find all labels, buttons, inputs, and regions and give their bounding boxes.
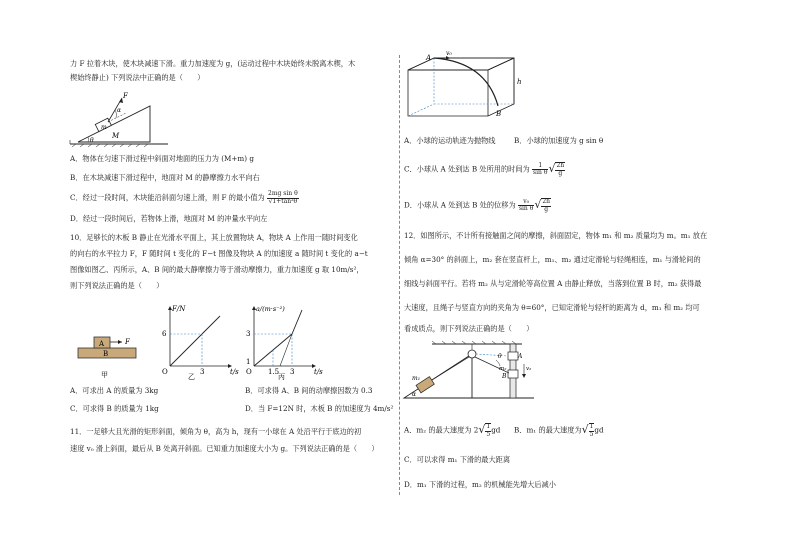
- q12-label-alpha: α: [412, 391, 417, 398]
- q11-option-b-value: g sin θ: [579, 136, 604, 145]
- q10-bing-tick-1-5: 1.5: [268, 368, 280, 376]
- q9-option-c-numerator: 2mg sin θ: [268, 190, 298, 197]
- q10-fig-bing: [242, 302, 322, 380]
- q11-option-d-fraction2: [541, 198, 551, 213]
- q12-option-a-den: 5: [486, 430, 491, 438]
- q10-bing-ylabel: a/(m·s⁻²): [256, 305, 285, 313]
- q12-label-m1: m₁: [412, 375, 421, 382]
- q9-option-a: A．物体在匀速下滑过程中斜面对地面的压力为 (M+m) g: [70, 154, 254, 163]
- q12-option-b-text: B．m₁ 的最大速度为: [514, 425, 582, 435]
- q11-option-c-fraction2: [555, 162, 565, 177]
- q9-option-c: [70, 191, 299, 205]
- q10-yi-tick-3: 3: [200, 368, 205, 376]
- q11-option-c-f1-den: sin θ: [533, 169, 548, 177]
- q12-option-b-num: 1: [589, 423, 594, 430]
- q11-option-c-f2-den: g: [558, 169, 563, 177]
- q11-option-d-f2-den: g: [544, 205, 549, 213]
- q12-option-b: B．m₁ 的最大速度为√ $\frac{1}{5}$ gd: [514, 423, 604, 438]
- q10-bing-tick-3: 3: [246, 330, 251, 338]
- q12-label-m2: m₂: [499, 366, 507, 372]
- q11-option-c-f1-num: 1: [532, 163, 548, 171]
- q10-jia-label-A: A: [99, 340, 105, 348]
- q12-option-a-num: 1: [486, 423, 491, 430]
- q12-option-d: D．m₁ 下滑的过程，m₂ 的机械能先增大后减小: [404, 480, 556, 489]
- q11-option-c-fraction1: [532, 163, 548, 177]
- q10-option-c: C．可求得 B 的质量为 1kg: [70, 404, 159, 413]
- q11-option-b: [514, 136, 603, 146]
- q11-option-a: A．小球的运动轨迹为抛物线: [404, 136, 496, 145]
- q11-label-B: B: [496, 110, 502, 118]
- q10-bing-caption: 丙: [278, 373, 285, 381]
- q11-option-d-f2-num: 2h: [542, 198, 551, 205]
- q11-incline-figure: [404, 50, 524, 124]
- q9-option-c-denominator: √1+tan²θ: [268, 197, 298, 205]
- q10-bing-tick-1: 1: [246, 358, 251, 366]
- q11-option-c-f2-num: 2h: [556, 162, 565, 169]
- q12-option-a-text: A．m₂ 的最大速度为 2: [404, 425, 479, 435]
- q9-label-alpha: α: [117, 107, 122, 114]
- q9-option-b: B．在木块减速下滑过程中，地面对 M 的静摩擦力水平向右: [70, 173, 260, 182]
- q12-option-a-tail: gd: [491, 425, 501, 435]
- q12-option-a: A．m₂ 的最大速度为 2√ $\frac{1}{5}$ gd: [404, 423, 501, 438]
- q12-stem-line1: 12．如图所示，不计所有接触面之间的摩擦，斜面固定，物体 m₁ 和 m₂ 质量均为 m。m₁ 放在: [404, 231, 708, 240]
- q12-stem-line5: 看成质点，则下列说法正确的是（ ）: [404, 324, 534, 333]
- q9-label-m: m: [101, 124, 107, 131]
- q11-label-A: A: [426, 54, 432, 62]
- q10-yi-xlabel: t/s: [230, 368, 239, 376]
- q12-label-A: A: [518, 353, 523, 360]
- q9-label-F: F: [123, 92, 128, 100]
- q9-option-c-text: C．经过一段时间，木块能沿斜面匀速上滑，则 F 的最小值为: [70, 193, 265, 203]
- q11-stem-line1: 11．一足够大且光滑的矩形斜面，倾角为 θ，高为 h，现有一小球在 A 处沿平行于底边的初: [70, 427, 362, 436]
- q10-option-d: D．当 F=12N 时，木板 B 的加速度为 4m/s²: [245, 404, 394, 413]
- q10-fig-yi: [158, 302, 238, 380]
- q11-option-d: D．小球从 A 处到达 B 处的位移为 $\frac{\text{v₀}}{\text{sin θ}}$ √ $\frac{2h}{g}$: [404, 197, 551, 213]
- q9-option-d: D．经过一段时间后，若物体上滑，地面对 M 的冲量水平向左: [70, 214, 268, 223]
- q9-stem-line1: 力 F 拉着木块，使木块减速下滑。重力加速度为 g，(运动过程中木块始终未脱离木楔，木: [70, 59, 356, 68]
- q12-stem-line2: 倾角 α=30° 的斜面上，m₂ 套在竖直杆上，m₁、m₂ 通过定滑轮与轻绳相连，m₁ 与滑轮间的: [404, 255, 701, 264]
- q10-yi-ylabel: F/N: [172, 305, 186, 313]
- q12-label-B: B: [502, 373, 507, 380]
- q9-wedge-figure: [70, 92, 170, 147]
- q12-stem-line3: 细线与斜面平行。若将 m₂ 从与定滑轮等高位置 A 由静止释放，当落到位置 B 时，m₂ 获得最: [404, 279, 702, 288]
- q10-stem-line3: 图像如图乙、丙所示，A、B 间的最大静摩擦力等于滑动摩擦力，重力加速度 g 取 10m/s²，: [70, 265, 364, 274]
- q12-label-v2: v₂: [526, 366, 532, 372]
- q10-yi-caption: 乙: [188, 373, 195, 381]
- q12-pulley-figure: [404, 340, 544, 402]
- q12-option-b-den: 5: [589, 430, 594, 438]
- q10-stem-line2: 的向右的水平拉力 F，F 随时间 t 变化的 F−t 图像及物块 A 的加速度 a 随时间 t 变化的 a−t: [70, 249, 368, 258]
- q9-label-theta: θ: [90, 137, 94, 144]
- q10-jia-caption: 甲: [101, 371, 108, 379]
- q10-bing-origin: O: [246, 368, 252, 376]
- q11-option-c: C．小球从 A 处到达 B 处所用的时间为 $\frac{1}{\text{sin θ}}$ √ $\frac{2h}{g}$: [404, 161, 565, 177]
- q11-option-c-text: C．小球从 A 处到达 B 处所用的时间为: [404, 164, 530, 174]
- q9-label-M: M: [112, 132, 120, 140]
- q12-option-b-tail: gd: [594, 425, 604, 435]
- q10-fig-jia: [76, 330, 156, 380]
- column-divider: [399, 55, 400, 495]
- q10-jia-label-B: B: [103, 350, 109, 358]
- q10-bing-tick-x3: 3: [290, 368, 295, 376]
- q11-option-b-text: B．小球的加速度为: [514, 136, 577, 145]
- q9-stem-line2: 楔始终静止) 下列说法中正确的是（ ）: [70, 73, 205, 82]
- q11-option-d-f1-num: v₀: [518, 199, 534, 207]
- q10-bing-xlabel: t/s: [314, 368, 323, 376]
- q11-label-h: h: [517, 78, 522, 86]
- q12-option-c: C．可以求得 m₁ 下滑的最大距离: [404, 455, 511, 464]
- q10-stem-line4: 则下列说法正确的是（ ）: [70, 281, 164, 290]
- q9-option-c-fraction: [267, 191, 299, 205]
- q10-yi-origin: O: [162, 368, 168, 376]
- q12-stem-line4: 大速度，且绳子与竖直方向的夹角为 θ=60°，已知定滑轮与轻杆的距离为 d，m₁ 和 m₂ 均可: [404, 303, 700, 312]
- q10-option-b: B．可求得 A、B 间的动摩擦因数为 0.3: [245, 386, 373, 395]
- q11-option-d-fraction1: [518, 199, 534, 213]
- q11-label-v0: v₀: [446, 50, 452, 57]
- q11-stem-line2: 速度 v₀ 滑上斜面，最后从 B 处离开斜面。已知重力加速度大小为 g。下列说法正确的是（ ）: [70, 444, 379, 453]
- q10-jia-label-F: F: [125, 338, 130, 346]
- q10-yi-tick-6: 6: [162, 330, 167, 338]
- q10-option-a: A．可求出 A 的质量为 3kg: [70, 386, 159, 395]
- q11-option-d-f1-den: sin θ: [518, 205, 534, 213]
- q11-option-d-text: D．小球从 A 处到达 B 处的位移为: [404, 200, 516, 210]
- q10-stem-line1: 10．足够长的木板 B 静止在光滑水平面上，其上放置物块 A，物块 A 上作用一随时间变化: [70, 233, 358, 242]
- q12-label-theta: θ: [498, 353, 502, 360]
